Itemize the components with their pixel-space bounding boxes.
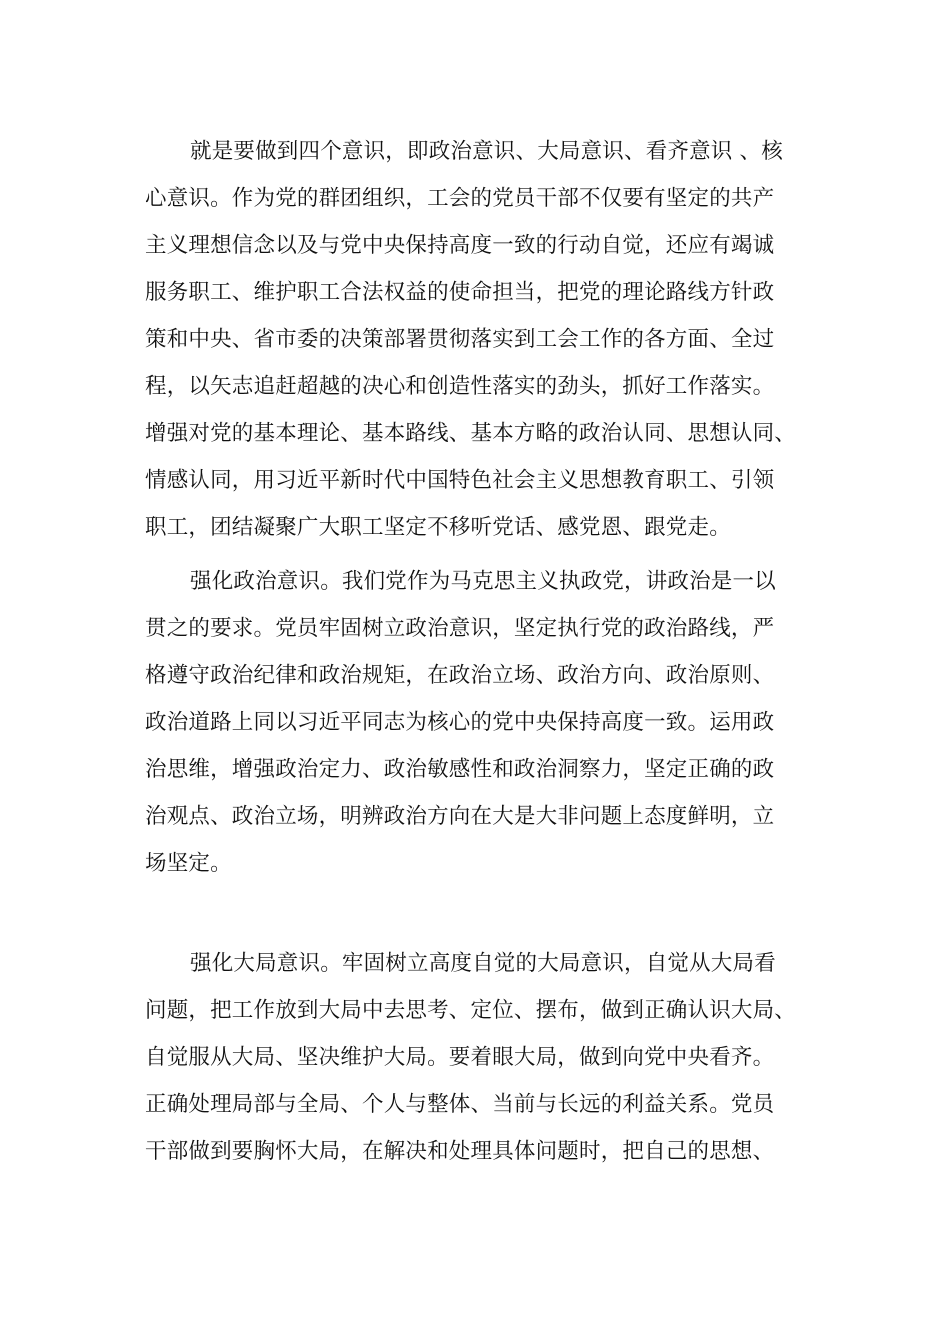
paragraph-1-line-7: 增强对党的基本理论、基本路线、基本方略的政治认同、思想认同、: [145, 421, 797, 446]
paragraph-1-line-3: 主义理想信念以及与党中央保持高度一致的行动自觉，还应有竭诚: [145, 233, 775, 258]
paragraph-2-line-1: 强化政治意识。我们党作为马克思主义执政党，讲政治是一以: [190, 569, 776, 594]
paragraph-2-line-3: 格遵守政治纪律和政治规矩，在政治立场、政治方向、政治原则、: [145, 663, 775, 688]
paragraph-1-line-6: 程，以矢志追赶超越的决心和创造性落实的劲头，抓好工作落实。: [145, 374, 775, 399]
paragraph-1-line-1: 就是要做到四个意识，即政治意识、大局意识、看齐意识 、核: [190, 139, 783, 164]
paragraph-3-line-1: 强化大局意识。牢固树立高度自觉的大局意识，自觉从大局看: [190, 951, 776, 976]
paragraph-3-line-3: 自觉服从大局、坚决维护大局。要着眼大局，做到向党中央看齐。: [145, 1045, 775, 1070]
paragraph-1-line-5: 策和中央、省市委的决策部署贯彻落实到工会工作的各方面、全过: [145, 327, 775, 352]
paragraph-2-line-6: 治观点、政治立场，明辨政治方向在大是大非问题上态度鲜明，立: [145, 804, 775, 829]
paragraph-2-line-4: 政治道路上同以习近平同志为核心的党中央保持高度一致。运用政: [145, 710, 775, 735]
paragraph-2-line-2: 贯之的要求。党员牢固树立政治意识，坚定执行党的政治路线，严: [145, 616, 775, 641]
paragraph-3-line-5: 干部做到要胸怀大局，在解决和处理具体问题时，把自己的思想、: [145, 1139, 775, 1164]
paragraph-2-line-5: 治思维，增强政治定力、政治敏感性和政治洞察力，坚定正确的政: [145, 757, 775, 782]
paragraph-1-line-2: 心意识。作为党的群团组织，工会的党员干部不仅要有坚定的共产: [145, 186, 775, 211]
paragraph-3-line-2: 问题，把工作放到大局中去思考、定位、摆布，做到正确认识大局、: [145, 998, 797, 1023]
paragraph-1-line-4: 服务职工、维护职工合法权益的使命担当，把党的理论路线方针政: [145, 280, 775, 305]
paragraph-2-line-7: 场坚定。: [145, 851, 232, 876]
paragraph-1-line-9: 职工，团结凝聚广大职工坚定不移听党话、感党恩、跟党走。: [145, 515, 731, 540]
paragraph-1-line-8: 情感认同，用习近平新时代中国特色社会主义思想教育职工、引领: [145, 468, 775, 493]
paragraph-3-line-4: 正确处理局部与全局、个人与整体、当前与长远的利益关系。党员: [145, 1092, 775, 1117]
